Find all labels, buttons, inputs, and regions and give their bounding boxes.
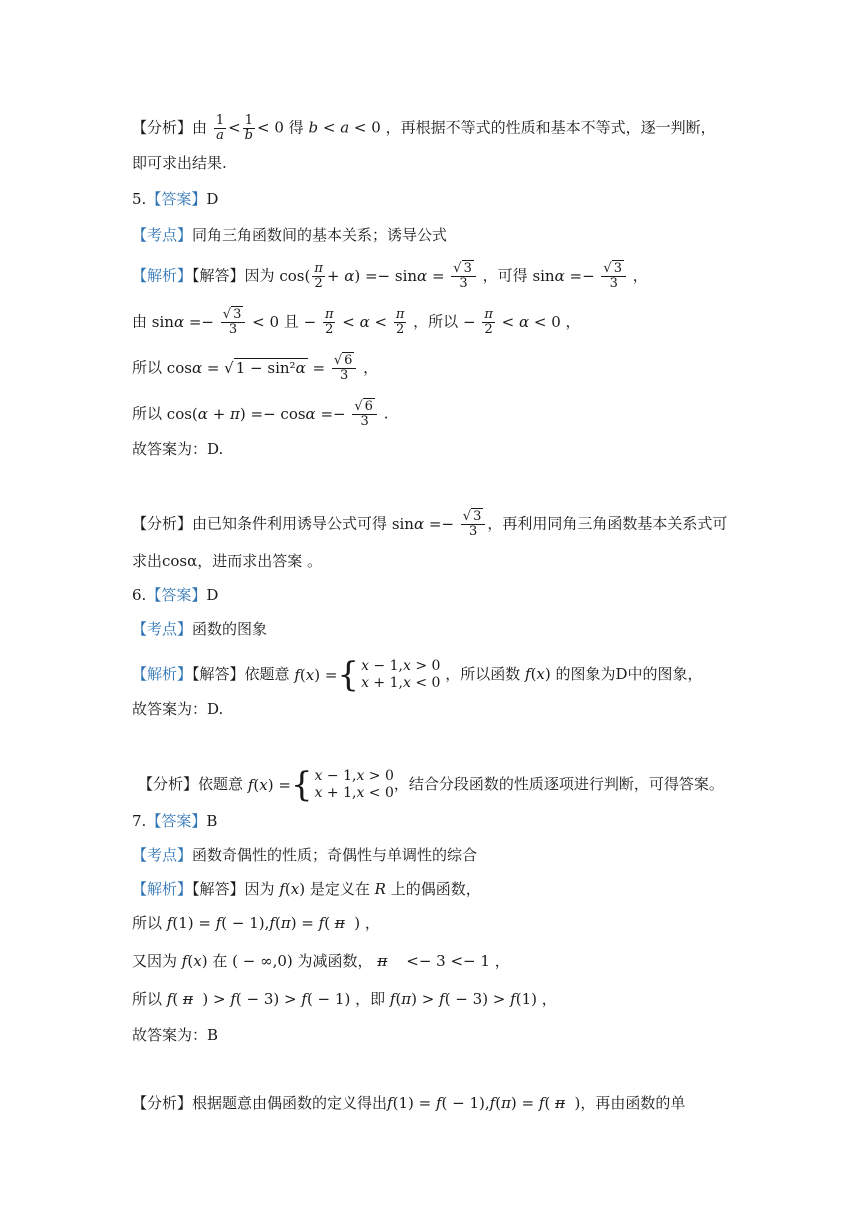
q6-analysis-line1: 【分析】依题意 f ( x ) = { x − 1,x > 0 x + 1,x < 0 ，结合分段函数的性质逐项进行判断，可得答案。 [138, 765, 724, 805]
q6-answer: 6.【答案】D [132, 586, 219, 604]
answer-tag: 【答案】 [146, 812, 207, 830]
q7-jiexi-line3: 又因为 f(x) 在 ( − ∞,0) 为减函数， π <− 3 <− 1 ， [132, 952, 510, 970]
q6-kaodian: 【考点】函数的图象 [132, 620, 268, 638]
kaodian-tag: 【考点】 [132, 846, 193, 864]
q7-jiexi-line4: 所以 f( π ) > f( − 3) > f( − 1) ，即 f(π) > f( − 3) > f(1) ， [132, 990, 557, 1008]
q7-conclusion: 故答案为：B [132, 1026, 219, 1044]
fraction: $\frac{1}{a}$ [215, 113, 225, 143]
q7-kaodian: 【考点】函数奇偶性的性质；奇偶性与单调性的综合 [132, 846, 478, 864]
q7-jiexi-line1: 【解析】【解答】因为 f(x) 是定义在 R 上的偶函数， [132, 880, 481, 898]
fraction: $\frac{1}{b}$ [244, 113, 253, 143]
q5-analysis-line2: 求出cosα，进而求出答案 。 [132, 552, 323, 570]
kaodian-tag: 【考点】 [132, 620, 193, 638]
q5-jiexi-line3: 所以 cosα = √ 1 − sin²α = $\frac{√ 6}{3}$ ， [132, 353, 379, 383]
answer-tag: 【答案】 [146, 586, 207, 604]
q5-answer: 5.【答案】D [132, 190, 219, 208]
q4-analysis-line2: 即可求出结果. [132, 154, 227, 172]
q7-analysis-line1: 【分析】根据题意由偶函数的定义得出f(1) = f( − 1),f(π) = f( π )，再由函数的单 [132, 1094, 686, 1112]
q5-analysis-line1: 【分析】由已知条件利用诱导公式可得 sinα =− $\frac{√ 3}{3}$ ，再利用同角三角函数基本关系式可 [132, 509, 728, 539]
answer-value: B [206, 812, 218, 830]
answer-value: D [206, 190, 219, 208]
q6-jiexi-line1: 【解析】【解答】依题意 f ( x ) = { x − 1,x > 0 x + 1,x < 0 ，所以函数 f(x) 的图象为D中的图象， [132, 655, 703, 695]
q5-kaodian: 【考点】同角三角函数间的基本关系；诱导公式 [132, 226, 448, 244]
q5-jiexi-line4: 所以 cos(α + π) =− cosα =− $\frac{√ 6}{3}$ . [132, 399, 389, 429]
q5-jiexi-line2: 由 sinα =− $\frac{√ 3}{3}$ < 0 且 − $\frac{\pi}{2}$ < α < $\frac{\pi}{2}$ ，所以 − $\frac{\pi}{2}$ < α < 0 ， [132, 307, 581, 337]
kaodian-tag: 【考点】 [132, 226, 193, 244]
answer-value: D [206, 586, 219, 604]
q5-jiexi-line1: 【解析】【解答】因为 cos( $\frac{\pi}{2}$ + α) =− sinα = $\frac{√ 3}{3}$ ，可得 sinα =− $\frac{√ 3}{3}$ ， [132, 261, 648, 291]
jiexi-tag: 【解析】 [132, 880, 193, 898]
q5-conclusion: 故答案为：D. [132, 440, 224, 458]
q6-conclusion: 故答案为：D. [132, 700, 224, 718]
jiexi-tag: 【解析】 [132, 665, 193, 683]
jiexi-tag: 【解析】 [132, 266, 193, 285]
q7-jiexi-line2: 所以 f(1) = f( − 1),f(π) = f( π ) ， [132, 914, 380, 932]
answer-tag: 【答案】 [146, 190, 207, 208]
analysis-tag: 【分析】 [132, 118, 193, 137]
q7-answer: 7.【答案】B [132, 812, 218, 830]
q4-analysis-line1: 【分析】由 $\frac{1}{a}$ < $\frac{1}{b}$ < 0 得 b < a < 0 ，再根据不等式的性质和基本不等式，逐一判断， [132, 113, 716, 143]
